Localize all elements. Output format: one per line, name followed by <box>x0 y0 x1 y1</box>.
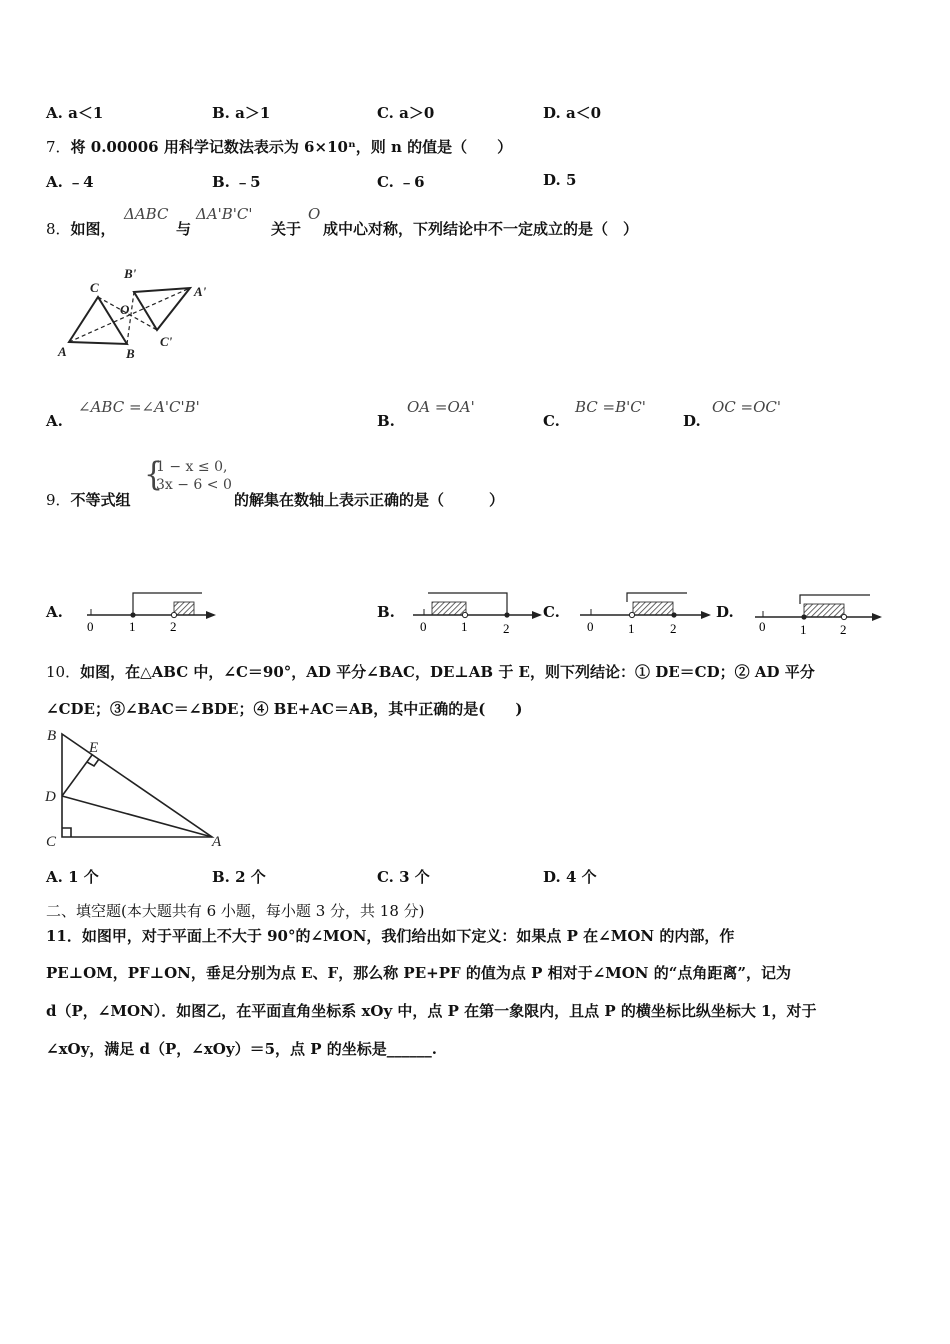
q7-option-d[interactable] <box>543 171 576 189</box>
q11-line2: PE⊥OM，PF⊥ON，垂足分别为点 E、F，那么称 PE+PF 的值为点 P 相对于∠MON 的“点角距离”，记为 <box>46 964 792 982</box>
q8-option-d-letter[interactable]: D. <box>683 412 701 430</box>
tick-0: 0 <box>759 619 766 634</box>
section-title: 二、填空题(本大题共有 6 小题，每小题 3 分，共 18 分) <box>46 902 425 920</box>
q9-number-line-b <box>410 585 550 637</box>
option-letter: C. <box>377 104 394 122</box>
q9-option-d-letter[interactable]: D. <box>716 603 734 621</box>
label-a1: A' <box>194 284 207 299</box>
label-b: B <box>47 728 57 744</box>
q8-math-a1b1c1: ΔA'B'C' <box>196 205 253 223</box>
option-letter: C. <box>377 868 394 886</box>
q8-option-a-math: ∠ABC =∠A'C'B' <box>78 398 200 416</box>
q10-stem-line1 <box>46 661 815 682</box>
question-text: 如图， <box>70 220 116 238</box>
label-o: O <box>120 302 130 317</box>
tick-1: 1 <box>461 619 468 634</box>
q9-stem-a <box>46 489 131 510</box>
q8-option-d-math: OC =OC' <box>712 398 782 416</box>
q6-option-a[interactable] <box>46 102 103 123</box>
q8-stem <box>46 218 116 239</box>
q8-text-rest: 成中心对称，下列结论中不一定成立的是（ ） <box>323 220 639 238</box>
segment-bb1 <box>127 292 134 344</box>
q7-stem <box>46 136 512 157</box>
question-number: 8． <box>46 220 71 238</box>
label-e: E <box>89 740 99 756</box>
tick-2: 2 <box>170 619 177 634</box>
option-letter: C. <box>377 173 394 191</box>
label-c: C <box>90 280 99 295</box>
q8-text-about: 关于 <box>271 220 302 238</box>
option-text: a＜0 <box>565 104 602 122</box>
option-text: a＜1 <box>68 104 104 122</box>
q8-option-b-letter[interactable]: B. <box>377 412 395 430</box>
label-c: C <box>46 834 57 850</box>
q8-figure <box>52 262 222 362</box>
q8-option-c-math: BC =B'C' <box>575 398 646 416</box>
tick-2: 2 <box>840 622 847 637</box>
option-text: 3 个 <box>399 868 430 886</box>
q9-number-line-a <box>82 585 222 637</box>
tick-1: 1 <box>129 619 136 634</box>
q10-option-d[interactable] <box>543 866 597 887</box>
triangle-abc <box>69 297 127 344</box>
option-letter: B. <box>212 868 230 886</box>
label-a: A <box>58 344 67 359</box>
label-c1: C' <box>160 334 173 349</box>
q9-number-line-d <box>752 585 892 637</box>
option-text: 4 个 <box>565 868 597 886</box>
q10-option-c[interactable] <box>377 866 430 887</box>
q8-math-o: O <box>308 205 321 223</box>
option-text: a＞1 <box>235 104 271 122</box>
q10-figure <box>42 724 232 852</box>
q11-line4: ∠xOy，满足 d（P，∠xOy）＝5，点 P 的坐标是______. <box>46 1040 437 1058</box>
q11-line1: 11．如图甲，对于平面上不大于 90°的∠MON，我们给出如下定义：如果点 P 在∠MON 的内部，作 <box>46 927 735 945</box>
q9-option-a-letter[interactable]: A. <box>46 603 63 621</box>
question-number: 7． <box>46 138 71 156</box>
q8-option-b-math: OA =OA' <box>407 398 475 416</box>
system-line-1: 1 − x ≤ 0, <box>156 459 228 475</box>
q7-option-c[interactable] <box>377 171 425 192</box>
q9-option-c-letter[interactable]: C. <box>543 603 560 621</box>
tick-1: 1 <box>800 622 807 637</box>
q6-option-b[interactable] <box>212 102 270 123</box>
option-text: 1 个 <box>68 868 99 886</box>
tick-0: 0 <box>587 619 594 634</box>
q8-option-a-letter[interactable]: A. <box>46 412 63 430</box>
option-text: 2 个 <box>235 868 266 886</box>
system-line-2: 3x − 6 < 0 <box>156 477 232 493</box>
tick-0: 0 <box>87 619 94 634</box>
option-text: ﹣5 <box>235 173 261 191</box>
tick-1: 1 <box>628 621 635 636</box>
option-letter: D. <box>543 868 561 886</box>
q10-option-b[interactable] <box>212 866 266 887</box>
brace-icon: { <box>144 455 164 494</box>
question-number: 10． <box>46 663 81 681</box>
option-letter: A. <box>46 173 63 191</box>
right-angle-c <box>62 828 71 837</box>
option-letter: D. <box>543 104 561 122</box>
label-b1: B' <box>124 266 137 281</box>
q10-option-a[interactable] <box>46 866 99 887</box>
q6-option-d[interactable] <box>543 102 601 123</box>
option-text: ﹣6 <box>399 173 425 191</box>
option-text: ﹣4 <box>68 173 94 191</box>
q9-stem-b: 的解集在数轴上表示正确的是（ ） <box>234 491 505 509</box>
q10-stem-line2: ∠CDE；③∠BAC＝∠BDE；④ BE+AC＝AB，其中正确的是( ) <box>46 700 523 718</box>
q8-math-abc: ΔABC <box>124 205 169 223</box>
q7-option-a[interactable] <box>46 171 94 192</box>
q11-line3: d（P，∠MON）．如图乙，在平面直角坐标系 xOy 中，点 P 在第一象限内，且点 P 的横坐标比纵坐标大 1，对于 <box>46 1002 817 1020</box>
q9-system <box>144 455 232 494</box>
question-text: 将 0.00006 用科学记数法表示为 6×10ⁿ，则 n 的值是（ ） <box>70 138 513 156</box>
segment-ad <box>62 796 212 837</box>
tick-0: 0 <box>420 619 427 634</box>
option-letter: B. <box>212 173 230 191</box>
option-letter: A. <box>46 104 63 122</box>
label-d: D <box>45 789 56 805</box>
tick-2: 2 <box>503 621 510 636</box>
option-letter: A. <box>46 868 63 886</box>
q9-option-b-letter[interactable]: B. <box>377 603 395 621</box>
question-number: 9． <box>46 491 71 509</box>
q8-option-c-letter[interactable]: C. <box>543 412 560 430</box>
question-text: 不等式组 <box>70 491 131 509</box>
option-letter: D. <box>543 171 561 189</box>
question-text: 如图，在△ABC 中，∠C＝90°，AD 平分∠BAC，DE⊥AB 于 E，则下列结论：① DE＝CD；② AD 平分 <box>80 663 815 681</box>
option-letter: B. <box>212 104 230 122</box>
q7-option-b[interactable] <box>212 171 261 192</box>
option-text: 5 <box>565 171 577 189</box>
label-a: A <box>212 834 222 850</box>
segment-de <box>62 755 92 796</box>
triangle-abc <box>62 734 212 837</box>
q8-text-and: 与 <box>176 220 192 238</box>
label-b: B <box>126 346 135 361</box>
q9-number-line-c <box>577 585 717 637</box>
option-text: a＞0 <box>399 104 435 122</box>
tick-2: 2 <box>670 621 677 636</box>
q6-option-c[interactable] <box>377 102 434 123</box>
